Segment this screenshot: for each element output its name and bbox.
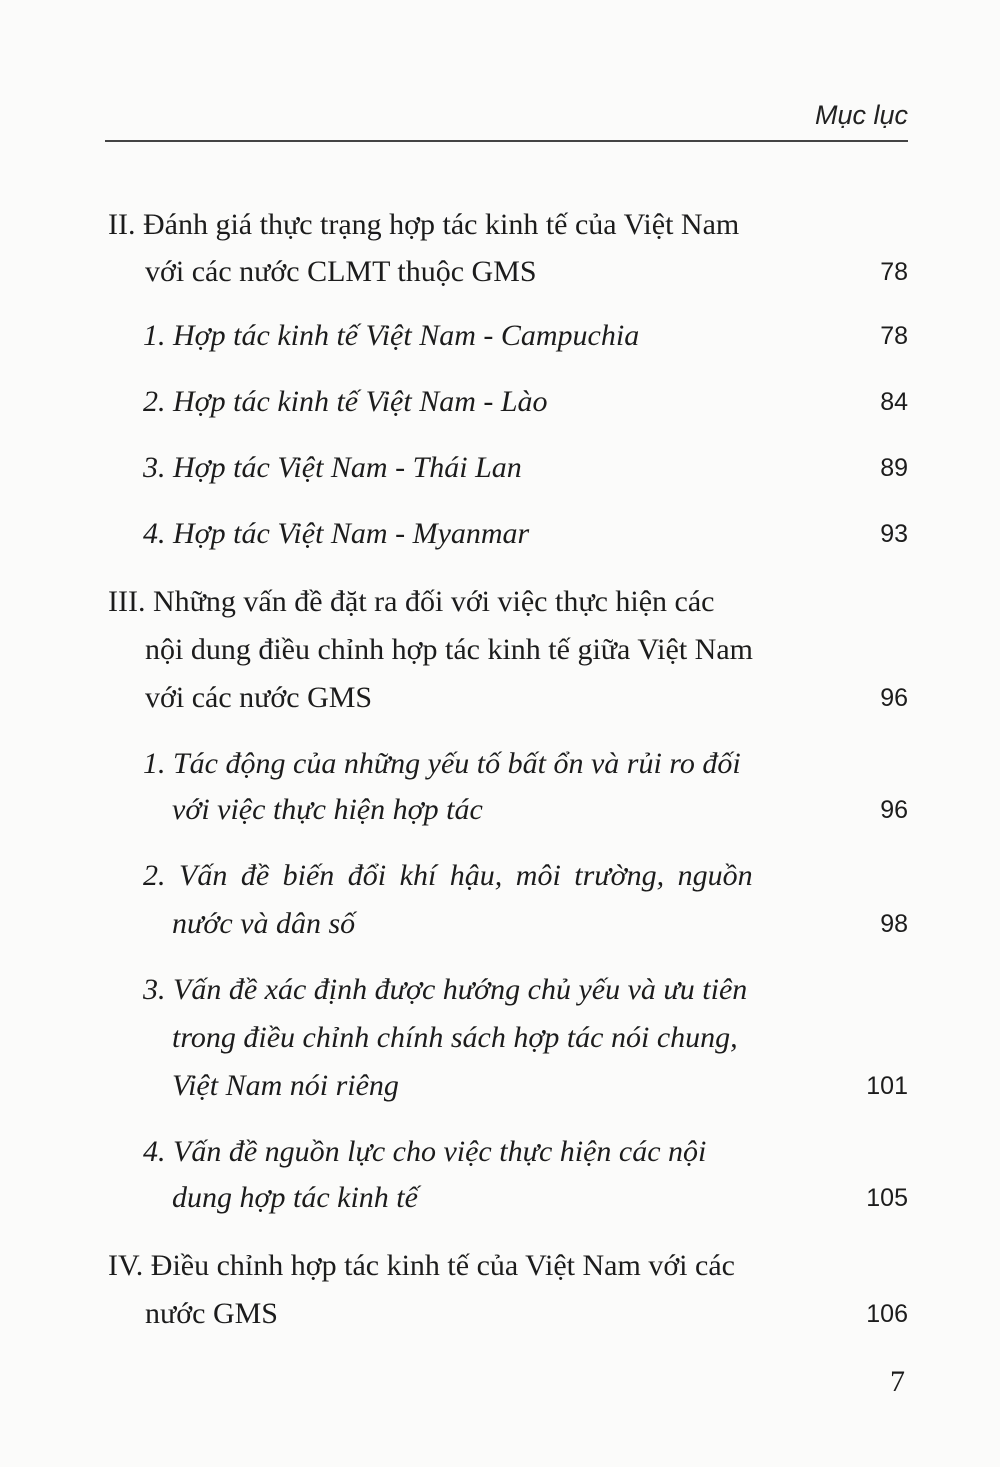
toc-line: III. Những vấn đề đặt ra đối với việc thực hiện các	[108, 585, 715, 618]
toc-line: 3. Hợp tác Việt Nam - Thái Lan	[143, 451, 522, 484]
toc-line: nước và dân số	[172, 907, 356, 940]
toc-page-number: 84	[880, 388, 908, 416]
toc-page-number: 93	[880, 520, 908, 548]
toc-page-number: 78	[880, 258, 908, 286]
toc-page-number: 89	[880, 454, 908, 482]
toc-line: nước GMS	[145, 1297, 278, 1330]
toc-line: Việt Nam nói riêng	[172, 1069, 399, 1102]
toc-line: với các nước GMS	[145, 681, 373, 714]
toc-line: trong điều chỉnh chính sách hợp tác nói chung,	[172, 1021, 738, 1054]
toc-line: với việc thực hiện hợp tác	[172, 793, 483, 826]
page-number: 7	[890, 1365, 905, 1398]
toc-line: 4. Vấn đề nguồn lực cho việc thực hiện các nội	[143, 1135, 707, 1168]
toc-line: IV. Điều chỉnh hợp tác kinh tế của Việt Nam với các	[108, 1249, 735, 1282]
running-head: Mục lục	[814, 100, 908, 130]
toc-page-number: 101	[866, 1072, 908, 1100]
toc-line: 4. Hợp tác Việt Nam - Myanmar	[143, 517, 530, 550]
toc-page-number: 78	[880, 322, 908, 350]
toc-line: II. Đánh giá thực trạng hợp tác kinh tế của Việt Nam	[108, 208, 740, 241]
toc-line: dung hợp tác kinh tế	[172, 1181, 418, 1214]
toc-page-number: 96	[880, 684, 908, 712]
header-rule	[105, 140, 908, 142]
toc-page-number: 105	[866, 1184, 908, 1212]
toc-line: 1. Hợp tác kinh tế Việt Nam - Campuchia	[143, 319, 640, 352]
toc-page-number: 106	[866, 1300, 908, 1328]
toc-page-number: 96	[880, 796, 908, 824]
toc-line: 1. Tác động của những yếu tố bất ổn và rủi ro đối	[143, 747, 741, 780]
toc-line: 3. Vấn đề xác định được hướng chủ yếu và ưu tiên	[143, 973, 748, 1006]
toc-page-number: 98	[880, 910, 908, 938]
toc-line: với các nước CLMT thuộc GMS	[145, 255, 537, 288]
toc-line: 2. Vấn đề biến đổi khí hậu, môi trường, nguồn	[143, 859, 753, 892]
toc-line: nội dung điều chỉnh hợp tác kinh tế giữa Việt Nam	[145, 633, 753, 666]
toc-line: 2. Hợp tác kinh tế Việt Nam - Lào	[143, 385, 548, 418]
